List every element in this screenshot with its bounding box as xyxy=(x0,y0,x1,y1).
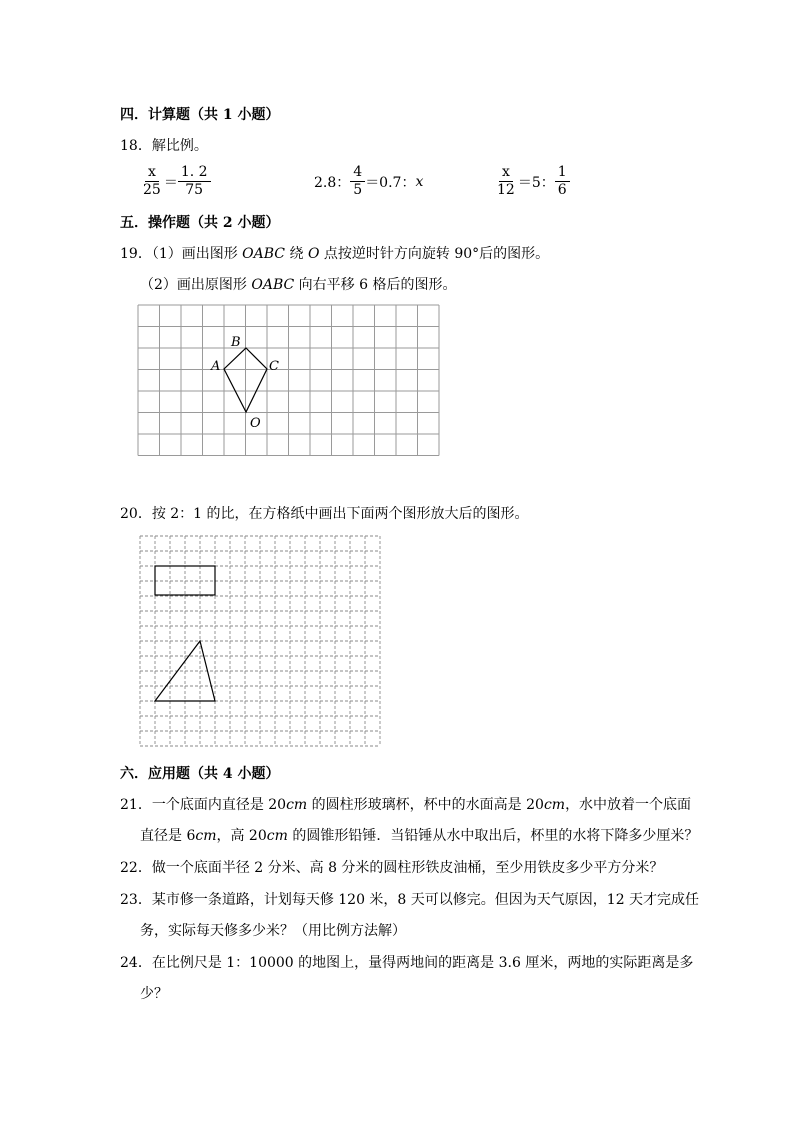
fraction-denominator: 25 xyxy=(143,182,161,198)
text-segment: ，高 20 xyxy=(216,828,267,844)
text-segment: 向右平移 6 格后的图形。 xyxy=(294,277,457,293)
question-21-line-2 xyxy=(140,825,698,845)
text-segment: ，水中放着一个底面 xyxy=(565,797,692,813)
fraction-numerator: 1 xyxy=(555,164,570,182)
text-segment: 绕 xyxy=(285,246,308,262)
question-22-text: 22．做一个底面半径 2 分米、高 8 分米的圆柱形铁皮油桶，至少用铁皮多少平方分米？ xyxy=(120,860,664,876)
fraction-denominator: 5 xyxy=(353,182,363,198)
solid-grid xyxy=(138,305,439,456)
text-segment: 19．（1）画出图形 xyxy=(120,246,243,262)
variable-x: x xyxy=(415,173,424,190)
shape-name: OABC xyxy=(251,277,295,293)
shape-name: OABC xyxy=(242,246,286,262)
rectangle-shape xyxy=(155,566,215,595)
section-heading-calculation: 四．计算题（共 1 小题） xyxy=(120,107,280,123)
question-24-line-1: 24．在比例尺是 1：10000 的地图上，量得两地间的距离是 3.6 厘米，两地的实际距离是多 xyxy=(120,955,694,971)
text-segment: 点按逆时针方向旋转 90°后的图形。 xyxy=(319,246,550,262)
text-segment: 的圆锥形铅锤．当铅锤从水中取出后，杯里的水将下降多少厘米？ xyxy=(287,828,699,844)
question-18-title: 18．解比例。 xyxy=(120,138,208,154)
question-24-line-2: 少？ xyxy=(140,986,168,1002)
unit-cm: cm xyxy=(195,828,217,844)
unit-cm: cm xyxy=(543,797,566,813)
fraction-numerator: x xyxy=(499,164,513,182)
question-23-line-2: 务，实际每天修多少米？（用比例方法解） xyxy=(140,923,406,939)
fraction-denominator: 6 xyxy=(557,182,567,198)
unit-cm: cm xyxy=(286,797,308,813)
dashed-grid xyxy=(140,536,380,746)
fraction-numerator: 4 xyxy=(350,164,365,182)
label-b: B xyxy=(231,335,241,350)
text-segment: 直径是 6 xyxy=(140,828,196,844)
label-c: C xyxy=(269,359,279,374)
text-segment: （2）画出原图形 xyxy=(140,277,252,293)
equation-prefix: 2.8： xyxy=(314,174,351,191)
text-segment: 21．一个底面内直径是 20 xyxy=(120,797,287,813)
label-a: A xyxy=(211,359,221,374)
question-21-line-1 xyxy=(120,794,691,814)
fraction-numerator: 1. 2 xyxy=(178,164,211,182)
section-heading-application: 六．应用题（共 4 小题） xyxy=(120,766,280,782)
fraction-denominator: 75 xyxy=(185,182,204,198)
unit-cm: cm xyxy=(266,828,288,844)
point-name: O xyxy=(307,246,320,262)
fraction-numerator: x xyxy=(145,164,159,182)
equation-middle: ＝5： xyxy=(517,174,555,191)
fraction-denominator: 12 xyxy=(497,182,515,198)
label-o: O xyxy=(250,416,261,431)
text-segment: 的圆柱形玻璃杯，杯中的水面高是 20 xyxy=(307,797,544,813)
section-heading-operation: 五．操作题（共 2 小题） xyxy=(120,215,280,231)
equation-suffix: ＝0.7： xyxy=(365,174,416,191)
equals-sign: ＝ xyxy=(163,174,178,191)
question-23-line-1: 23．某市修一条道路，计划每天修 120 米，8 天可以修完。但因为天气原因，12 天才完成任 xyxy=(120,892,700,908)
question-20-text: 20．按 2：1 的比，在方格纸中画出下面两个图形放大后的图形。 xyxy=(120,506,529,522)
